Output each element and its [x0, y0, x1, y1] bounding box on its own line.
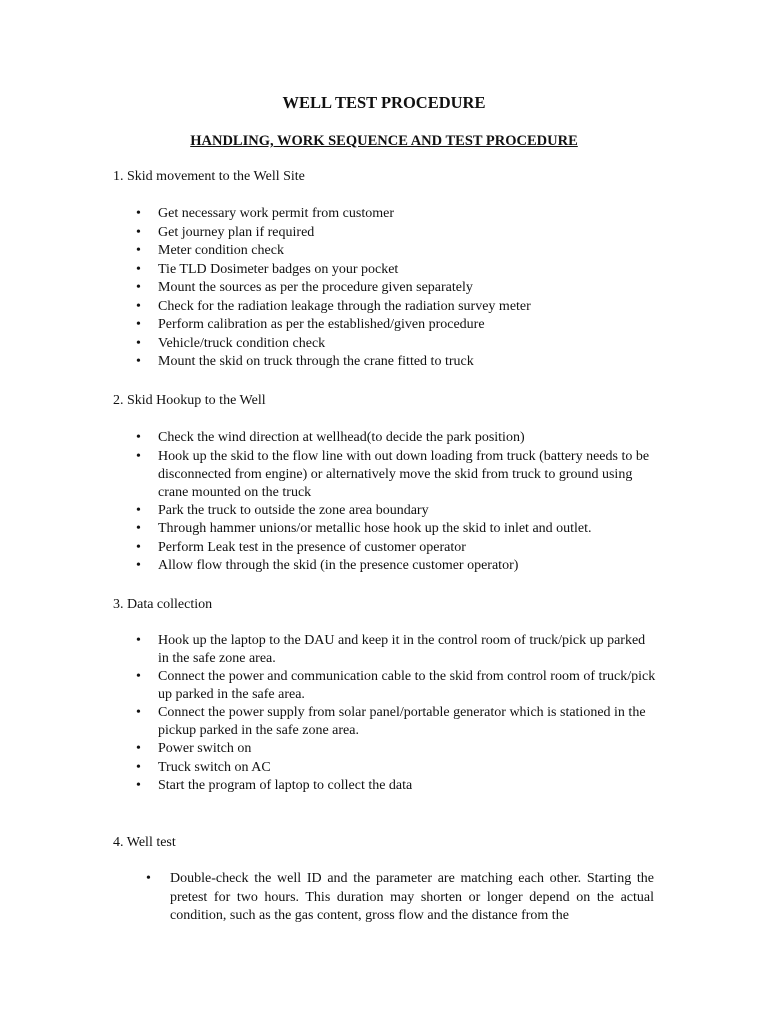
section-heading-data-collection: 3. Data collection [113, 597, 213, 612]
bullet-icon: • [136, 558, 141, 573]
bullet-icon: • [136, 430, 141, 445]
list-item: • Through hammer unions/or metallic hose hook up the skid to inlet and outlet. [0, 520, 658, 539]
bullet-icon: • [136, 317, 141, 332]
list-item: • Mount the sources as per the procedure given separately [0, 279, 658, 298]
bullet-icon: • [136, 502, 141, 518]
list-item: • Double-check the well ID and the parameter are matching each other. Starting the pretest for two hours. This duration may shorten or longer depend on the actual condition, such as the gas content, gross flow and the distance from the [146, 871, 654, 923]
list-item: • Power switch on [0, 740, 658, 759]
list-item: • Start the program of laptop to collect the data [0, 777, 658, 796]
section-heading-skid-movement: 1. Skid movement to the Well Site [113, 169, 305, 184]
bullet-icon: • [136, 354, 141, 369]
bullet-icon: • [136, 633, 141, 648]
list-item: • Check the wind direction at wellhead(to decide the park position) [0, 429, 658, 448]
document-subtitle: HANDLING, WORK SEQUENCE AND TEST PROCEDURE [190, 133, 578, 149]
list-item: • Check for the radiation leakage through the radiation survey meter [0, 298, 658, 317]
list-item: • Get journey plan if required [0, 224, 658, 243]
list-item: • Get necessary work permit from customer [0, 205, 658, 224]
list-item: • Perform Leak test in the presence of customer operator [0, 539, 658, 558]
bullet-icon: • [136, 669, 141, 684]
bullet-icon: • [136, 298, 141, 314]
list-item: • Vehicle/truck condition check [0, 335, 658, 354]
bullet-icon: • [136, 539, 141, 555]
section-list-skid-hookup [0, 429, 658, 576]
list-item: • Tie TLD Dosimeter badges on your pocket [0, 261, 658, 280]
document-title: WELL TEST PROCEDURE [282, 93, 486, 112]
list-item: • Perform calibration as per the established/given procedure [0, 316, 658, 335]
bullet-icon: • [136, 778, 141, 793]
bullet-icon: • [136, 261, 141, 277]
section-list-well-test [0, 870, 654, 926]
bullet-icon: • [136, 243, 141, 258]
list-item: • Meter condition check [0, 242, 658, 261]
list-item: • Allow flow through the skid (in the presence customer operator) [0, 557, 658, 576]
list-item: • Hook up the laptop to the DAU and keep it in the control room of truck/pick up parked in the safe zone area. [136, 633, 646, 666]
bullet-icon: • [136, 759, 141, 775]
list-item: • Connect the power and communication cable to the skid from control room of truck/pick up parked in the safe area. [136, 669, 656, 702]
bullet-icon: • [136, 206, 141, 221]
section-heading-skid-hookup: 2. Skid Hookup to the Well [113, 393, 266, 408]
section-list-skid-movement [0, 205, 658, 372]
section-list-data-collection [0, 632, 658, 796]
bullet-icon: • [136, 280, 141, 295]
list-item: • Mount the skid on truck through the crane fitted to truck [0, 353, 658, 372]
bullet-icon: • [136, 448, 141, 464]
bullet-icon: • [136, 741, 141, 756]
bullet-icon: • [136, 224, 141, 240]
list-item: • Park the truck to outside the zone area boundary [0, 502, 658, 521]
section-heading-well-test: 4. Well test [113, 835, 176, 850]
list-item: • Truck switch on AC [0, 759, 658, 778]
list-item: • Connect the power supply from solar panel/portable generator which is stationed in the pickup parked in the safe zone area. [136, 705, 646, 738]
bullet-icon: • [136, 335, 141, 351]
bullet-icon: • [146, 871, 151, 886]
bullet-icon: • [136, 521, 141, 536]
bullet-icon: • [136, 705, 141, 720]
list-item: • Hook up the skid to the flow line with out down loading from truck (battery needs to be disconnected from engine) or alternatively move the skid from truck to ground using crane mounted on the truck [136, 448, 650, 500]
